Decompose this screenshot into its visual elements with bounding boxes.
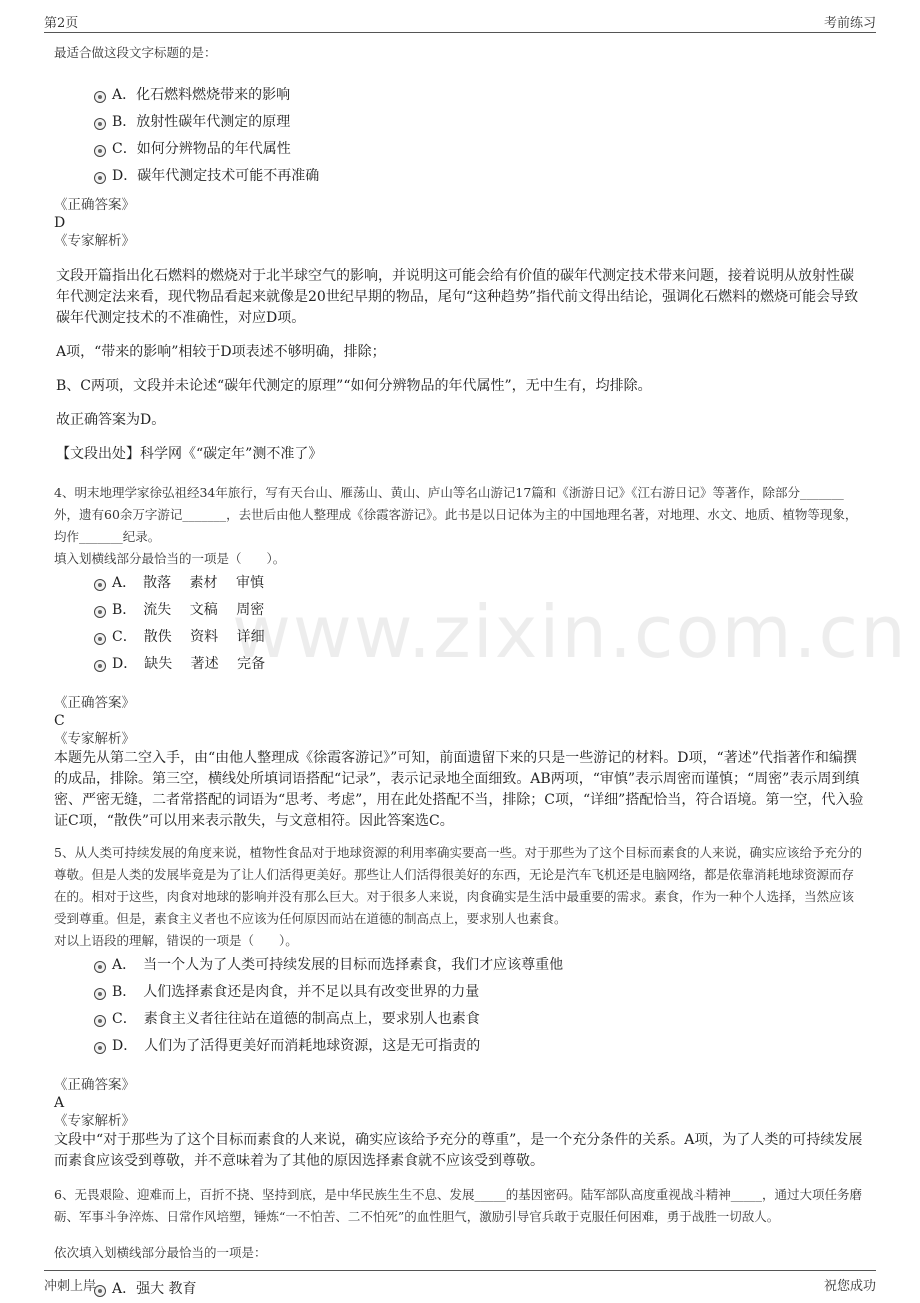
radio-icon[interactable] (94, 606, 106, 618)
q5-analysis: 文段中“对于那些为了这个目标而素食的人来说，确实应该给予充分的尊重”，是一个充分条件的关系。A项，为了人类的可持续发展而素食应该受到尊敬，并不意味着为了其他的原因选择素食就不应该受到尊敬。 (54, 1132, 863, 1169)
q3-answer: D (54, 215, 66, 231)
footer-left-text: 冲刺上岸 (44, 1279, 97, 1294)
radio-icon[interactable] (94, 579, 106, 591)
radio-icon[interactable] (94, 1042, 106, 1054)
q3-analysis-paragraph: B、C两项，文段并未论述“碳年代测定的原理”“如何分辨物品的年代属性”，无中生有，均排除。 (56, 378, 652, 394)
radio-icon[interactable] (94, 961, 106, 973)
radio-icon[interactable] (94, 1015, 106, 1027)
watermark: www.zixin.com.cn (232, 590, 908, 674)
radio-icon[interactable] (94, 988, 106, 1000)
q3-analysis-paragraph: 文段开篇指出化石燃料的燃烧对于北半球空气的影响，并说明这可能会给有价值的碳年代测定技术带来问题，接着说明从放射性碳年代测定法来看，现代物品看起来就像是20世纪早期的物品，尾句“这种趋势”指代前文得出结论，强调化石燃料的燃烧可能会导致碳年代测定技术的不准确性，对应D项。 (56, 268, 859, 326)
q4-option-c[interactable]: C． 散佚 资料 详细 (54, 624, 864, 651)
q3-options (54, 82, 864, 190)
q3-option-d[interactable]: D．碳年代测定技术可能不再准确 (54, 163, 864, 190)
radio-icon[interactable] (94, 91, 106, 103)
q5-option-b[interactable]: B． 人们选择素食还是肉食，并不足以具有改变世界的力量 (54, 979, 864, 1006)
q4-answer: C (54, 713, 65, 729)
q5-answer-label: 《正确答案》 (54, 1077, 135, 1093)
q3-option-b[interactable]: B．放射性碳年代测定的原理 (54, 109, 864, 136)
page-number: 第2页 (44, 16, 79, 31)
q5-answer: A (54, 1095, 65, 1111)
q5-prompt: 对以上语段的理解，错误的一项是（ ）。 (54, 933, 298, 948)
q3-analysis-paragraph: 故正确答案为D。 (56, 412, 166, 428)
q5-option-d[interactable]: D． 人们为了活得更美好而消耗地球资源，这是无可指责的 (54, 1033, 864, 1060)
q6-stem: 6、无畏艰险、迎难而上，百折不挠、坚持到底，是中华民族生生不息、发展_____的基因密码。陆军部队高度重视战斗精神_____，通过大项任务磨砺、军事斗争淬炼、日常作风培塑，锤炼“一不怕苦、二不怕死”的血性胆气，激励引导官兵敢于克服任何困难，勇于战胜一切敌人。 (54, 1187, 862, 1224)
page-footer (44, 1270, 876, 1297)
radio-icon[interactable] (94, 172, 106, 184)
q6-prompt: 依次填入划横线部分最恰当的一项是： (54, 1245, 267, 1260)
q3-prompt: 最适合做这段文字标题的是： (54, 45, 217, 60)
q5-option-a[interactable]: A． 当一个人为了人类可持续发展的目标而选择素食，我们才应该尊重他 (54, 952, 864, 979)
page-header (44, 10, 876, 33)
radio-icon[interactable] (94, 145, 106, 157)
footer-right-text: 祝您成功 (823, 1279, 876, 1294)
q4-option-b[interactable]: B． 流失 文稿 周密 (54, 597, 864, 624)
q3-option-a[interactable]: A．化石燃料燃烧带来的影响 (54, 82, 864, 109)
q4-analysis: 本题先从第二空入手，由“由他人整理成《徐霞客游记》”可知，前面遗留下来的只是一些游记的材料。D项，“著述”代指著作和编撰的成品，排除。第三空，横线处所填词语搭配“记录”，表示记录地全面细致。AB两项，“审慎”表示周密而谨慎；“周密”表示周到缜密、严密无缝，二者常搭配的词语为“思考、考虑”，用在此处搭配不当，排除；C项，“详细”搭配恰当，符合语境。第一空，代入验证C项，“散佚”可以用来表示散失，与文意相符。因此答案选C。 (54, 750, 864, 829)
q4-stem: 4、明末地理学家徐弘祖经34年旅行，写有天台山、雁荡山、黄山、庐山等名山游记17篇和《浙游日记》《江右游日记》等著作，除部分_______外，遗有60余万字游记_______，去世后由他人整理成《徐霞客游记》。此书是以日记体为主的中国地理名著，对地理、水文、地质、植物等现象，均作_______纪录。 (54, 485, 858, 544)
q4-options (54, 570, 908, 678)
q5-option-c[interactable]: C． 素食主义者往往站在道德的制高点上，要求别人也素食 (54, 1006, 864, 1033)
q3-analysis-label: 《专家解析》 (54, 233, 135, 249)
q4-option-d[interactable]: D． 缺失 著述 完备 (54, 651, 864, 678)
radio-icon[interactable] (94, 118, 106, 130)
q5-analysis-label: 《专家解析》 (54, 1113, 135, 1129)
q5-stem: 5、从人类可持续发展的角度来说，植物性食品对于地球资源的利用率确实要高一些。对于那些为了这个目标而素食的人来说，确实应该给予充分的尊敬。但是人类的发展毕竟是为了让人们活得更美好。那些让人们活得很美好的东西，无论是汽车飞机还是电脑网络，都是依靠消耗地球资源而存在的。相对于这些，肉食对地球的影响并没有那么巨大。对于很多人来说，肉食确实是生活中最重要的需求。素食，作为一种个人选择，当然应该受到尊重。但是，素食主义者也不应该为任何原因而站在道德的制高点上，要求别人也素食。 (54, 845, 862, 926)
document-body (54, 42, 908, 1303)
q4-analysis-label: 《专家解析》 (54, 731, 135, 747)
q4-option-a[interactable]: A． 散落 素材 审慎 (54, 570, 864, 597)
q3-source: 【文段出处】科学网《“碳定年”测不准了》 (56, 446, 323, 462)
q3-option-c[interactable]: C．如何分辨物品的年代属性 (54, 136, 864, 163)
radio-icon[interactable] (94, 660, 106, 672)
q4-answer-label: 《正确答案》 (54, 695, 135, 711)
header-title: 考前练习 (823, 16, 876, 31)
q5-options (54, 952, 864, 1060)
q4-prompt: 填入划横线部分最恰当的一项是（ ）。 (54, 551, 286, 566)
q3-analysis-paragraph: A项，“带来的影响”相较于D项表述不够明确，排除； (56, 344, 386, 360)
radio-icon[interactable] (94, 633, 106, 645)
q3-answer-label: 《正确答案》 (54, 197, 135, 213)
q6-option-a[interactable]: A．强大 教育 (54, 1276, 864, 1303)
